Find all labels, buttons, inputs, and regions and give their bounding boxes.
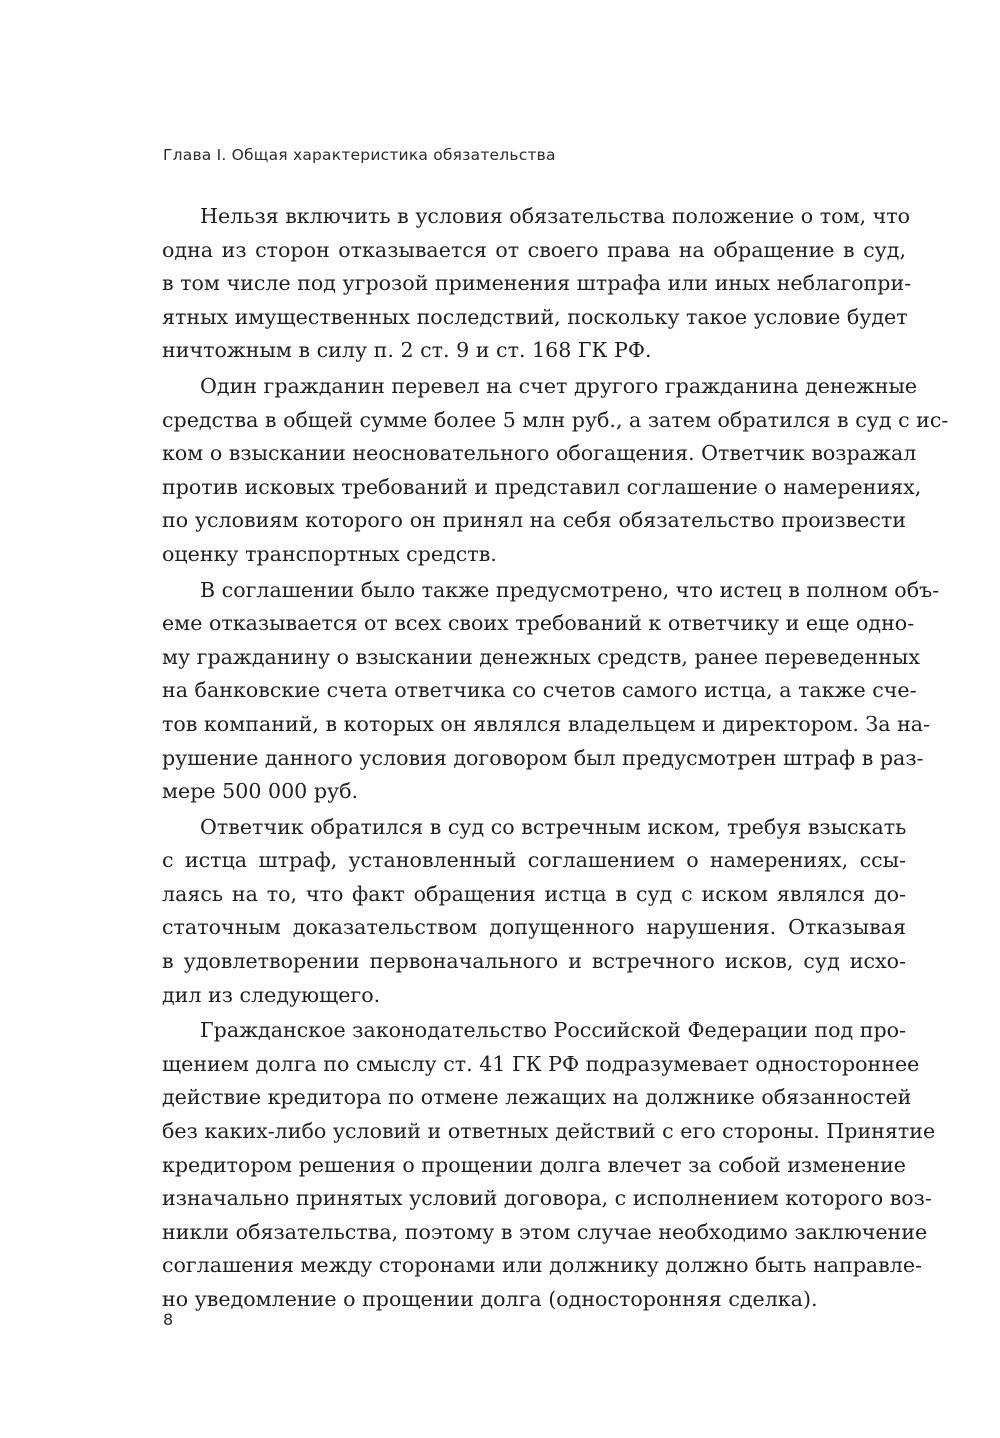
text-line: статочным доказательством допущенного нарушения. Отказывая <box>162 915 906 940</box>
text-line: с истца штраф, установленный соглашением о намерениях, ссы- <box>162 848 906 873</box>
text-line: лаясь на то, что факт обращения истца в суд с иском являлся до- <box>162 881 906 906</box>
text-line: мере 500 000 руб. <box>162 779 359 804</box>
text-line: дил из следующего. <box>162 982 381 1007</box>
text-line: одна из сторон отказывается от своего права на обращение в суд, <box>162 237 906 262</box>
text-line: против исковых требований и представил соглашение о намерениях, <box>162 474 922 499</box>
running-header: Глава I. Общая характеристика обязательства <box>163 146 556 164</box>
text-line: по условиям которого он принял на себя обязательство произвести <box>162 508 906 533</box>
text-line: Нельзя включить в условия обязательства положение о том, что <box>200 204 911 228</box>
text-line: му гражданину о взыскании денежных средств, ранее переведенных <box>162 644 920 669</box>
text-line: на банковские счета ответчика со счетов самого истца, а также сче- <box>162 678 917 703</box>
paragraph <box>162 200 912 368</box>
text-line: соглашения между сторонами или должнику должно быть направле- <box>162 1253 922 1278</box>
text-line: Ответчик обратился в суд со встречным иском, требуя взыскать <box>200 814 907 839</box>
page-number: 8 <box>163 1310 174 1329</box>
text-line: еме отказывается от всех своих требований к ответчику и еще одно- <box>162 611 915 636</box>
paragraph <box>162 1014 936 1316</box>
text-line: тов компаний, в которых он являлся владельцем и директором. За на- <box>162 711 931 736</box>
text-line: действие кредитора по отмене лежащих на должнике обязанностей <box>162 1085 912 1110</box>
text-line: но уведомление о прощении долга (односторонняя сделка). <box>162 1287 818 1311</box>
text-line: никли обязательства, поэтому в этом случае необходимо заключение <box>162 1219 928 1244</box>
paragraph <box>162 574 940 809</box>
text-line: Один гражданин перевел на счет другого гражданина денежные <box>200 373 918 398</box>
text-line: ком о взыскании неосновательного обогащения. Ответчик возражал <box>162 441 917 466</box>
text-line: в том числе под угрозой применения штрафа или иных неблагопри- <box>162 271 912 296</box>
paragraph <box>162 811 906 1013</box>
text-line: изначально принятых условий договора, с исполнением которого воз- <box>162 1186 932 1211</box>
body-text <box>162 200 949 1319</box>
text-line: щением долга по смыслу ст. 41 ГК РФ подразумевает одностороннее <box>162 1051 920 1076</box>
text-line: В соглашении было также предусмотрено, что истец в полном объ- <box>200 577 940 602</box>
text-line: кредитором решения о прощении долга влечет за собой изменение <box>162 1152 906 1177</box>
text-line: без каких-либо условий и ответных действий с его стороны. Принятие <box>162 1119 936 1144</box>
text-line: оценку транспортных средств. <box>162 541 497 566</box>
text-line: ятных имущественных последствий, поскольку такое условие будет <box>162 304 908 329</box>
paragraph <box>162 370 949 572</box>
text-line: ничтожным в силу п. 2 ст. 9 и ст. 168 ГК РФ. <box>162 338 652 363</box>
text-line: рушение данного условия договором был предусмотрен штраф в раз- <box>162 745 924 770</box>
text-line: средства в общей сумме более 5 млн руб., а затем обратился в суд с ис- <box>162 407 949 432</box>
text-line: в удовлетворении первоначального и встречного исков, суд исхо- <box>162 949 906 974</box>
text-line: Гражданское законодательство Российской Федерации под про- <box>200 1018 906 1043</box>
